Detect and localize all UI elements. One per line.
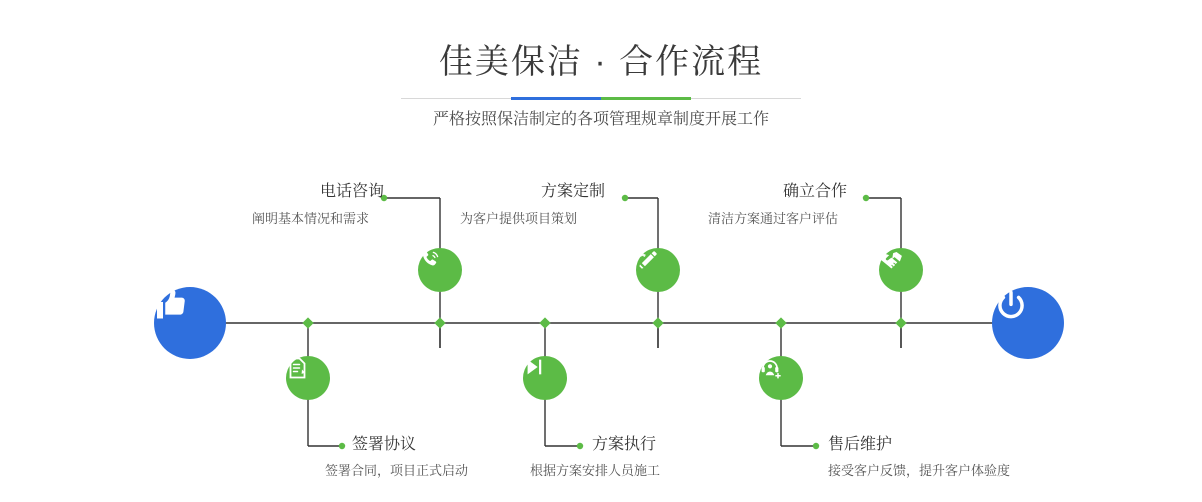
step-label-5: 确立合作 xyxy=(783,183,848,200)
title-divider xyxy=(401,97,801,100)
page-subtitle: 严格按照保洁制定的各项管理规章制度开展工作 xyxy=(432,111,769,128)
step-icon-2 xyxy=(286,356,330,400)
divider-segment-right xyxy=(691,98,801,99)
process-flow-diagram xyxy=(0,150,1202,502)
step-icon-4 xyxy=(523,356,567,400)
step-icon-1 xyxy=(418,248,462,292)
step-label-4: 方案执行 xyxy=(592,436,657,453)
flow-end-node xyxy=(992,287,1064,359)
step-label-1: 电话咨询 xyxy=(320,183,385,200)
step-icon-5 xyxy=(879,248,923,292)
step-desc-5: 清洁方案通过客户评估 xyxy=(708,211,839,226)
flow-start-node xyxy=(154,287,226,359)
step-desc-2: 签署合同，项目正式启动 xyxy=(325,463,469,478)
step-label-6: 售后维护 xyxy=(828,436,893,453)
step-desc-1: 阐明基本情况和需求 xyxy=(252,211,370,226)
divider-segment-left xyxy=(401,98,511,99)
step-label-2: 签署协议 xyxy=(352,436,417,453)
step-desc-4: 根据方案安排人员施工 xyxy=(530,463,661,478)
divider-segment-green xyxy=(601,97,691,100)
divider-segment-blue xyxy=(511,97,601,100)
step-desc-3: 为客户提供项目策划 xyxy=(460,211,578,226)
step-desc-6: 接受客户反馈，提升客户体验度 xyxy=(828,463,1011,478)
step-icon-6 xyxy=(759,356,803,400)
step-icon-3 xyxy=(636,248,680,292)
step-label-3: 方案定制 xyxy=(541,183,606,200)
page-title: 佳美保洁 · 合作流程 xyxy=(438,43,764,81)
page-header xyxy=(0,0,1202,150)
